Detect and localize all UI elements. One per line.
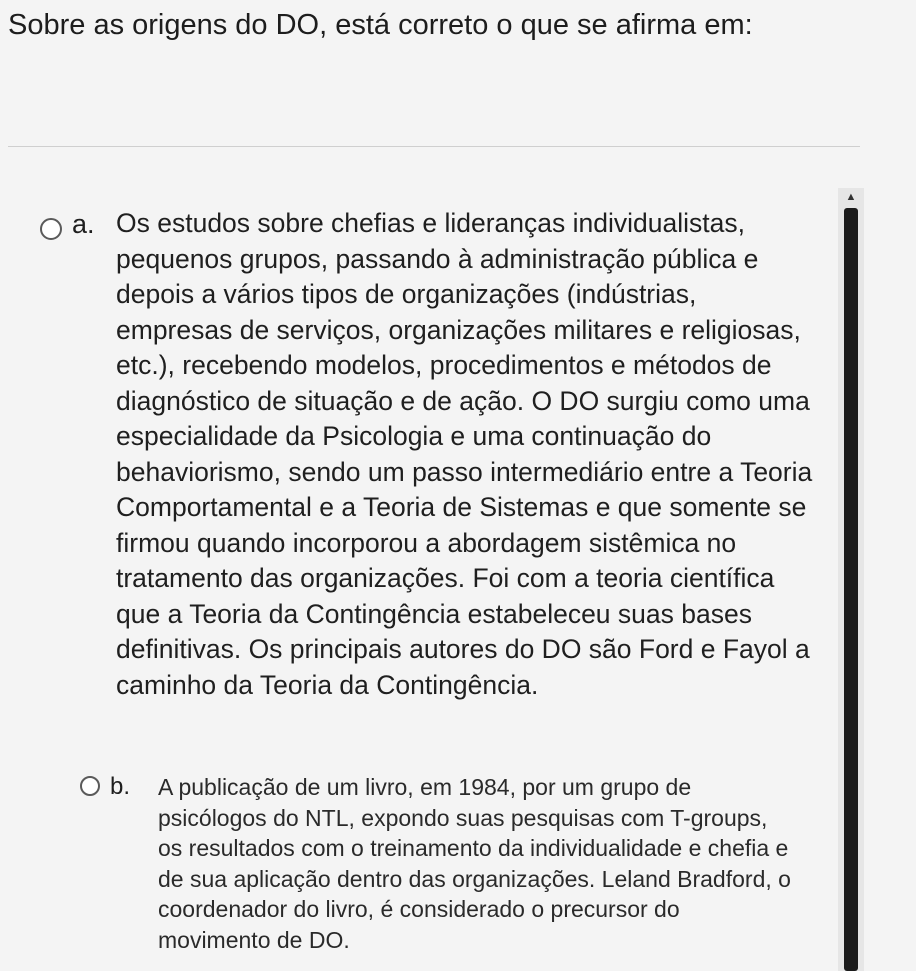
option-b-text: A publicação de um livro, em 1984, por um grupo de psicólogos do NTL, expondo suas pesquisas com T-groups, os resultados com o treinamento da individualidade e chefia e de sua aplicação dentro das organizações. Leland Bradford, o coordenador do livro, é considerado o precursor do movimento de DO. [158,774,791,953]
option-b-radio[interactable] [80,776,100,796]
option-b-letter: b. [110,773,131,800]
question-title: Sobre as origens do DO, está correto o que se afirma em: [8,9,753,41]
scrollbar-thumb[interactable] [844,208,858,971]
divider [8,146,860,147]
option-a-letter: a. [72,209,95,239]
option-b[interactable] [80,772,798,955]
scrollbar[interactable] [838,188,864,971]
scroll-up-icon[interactable]: ▲ [845,191,857,203]
option-a[interactable] [40,206,816,703]
option-a-radio[interactable] [40,218,62,240]
option-a-text: Os estudos sobre chefias e lideranças individualistas, pequenos grupos, passando à administração pública e depois a vários tipos de organizações (indústrias, empresas de serviços, organizações militares e religiosas, etc.), recebendo modelos, procedimentos e métodos de diagnóstico de situação e de ação. O DO surgiu como uma especialidade da Psicologia e uma continuação do behaviorismo, sendo um passo intermediário entre a Teoria Comportamental e a Teoria de Sistemas e que somente se firmou quando incorporou a abordagem sistêmica no tratamento das organizações. Foi com a teoria científica que a Teoria da Contingência estabeleceu suas bases definitivas. Os principais autores do DO são Ford e Fayol a caminho da Teoria da Contingência. [116,208,813,700]
